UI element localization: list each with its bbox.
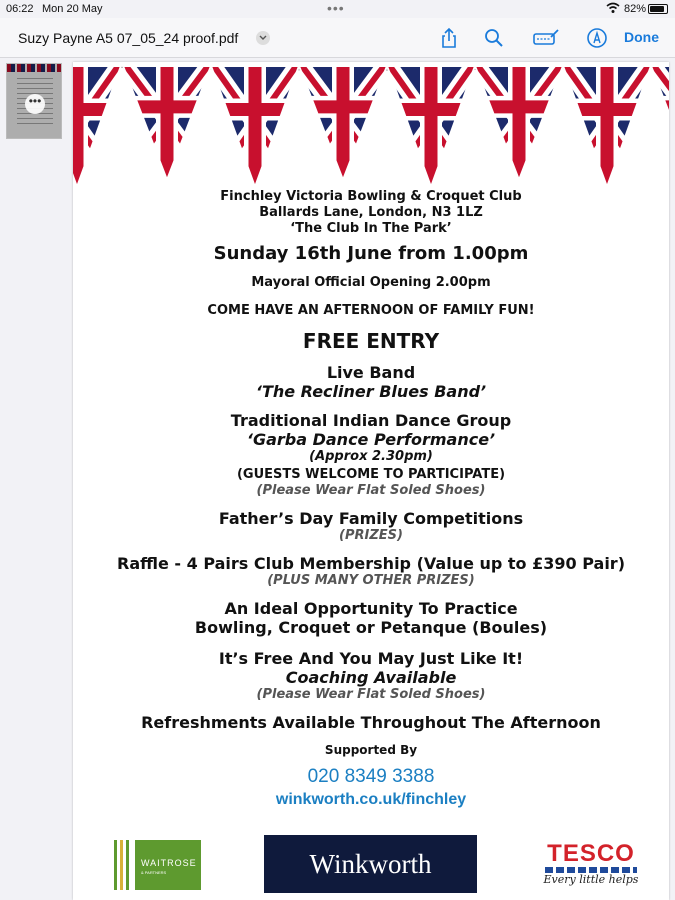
markup-icon[interactable] xyxy=(532,27,560,49)
bunting-flag xyxy=(475,62,563,180)
dance-group-heading: Traditional Indian Dance Group xyxy=(230,411,512,430)
page-thumbnail[interactable] xyxy=(6,63,62,139)
bunting-flag xyxy=(651,62,669,180)
wifi-icon xyxy=(606,2,620,14)
share-icon[interactable] xyxy=(438,27,460,49)
sponsor-logos xyxy=(73,832,669,892)
mayoral-opening: Mayoral Official Opening 2.00pm xyxy=(251,275,491,290)
opportunity-line-1: An Ideal Opportunity To Practice xyxy=(224,599,518,618)
battery-percent: 82% xyxy=(624,3,647,15)
club-name: Finchley Victoria Bowling & Croquet Club xyxy=(220,189,522,204)
more-options-button[interactable]: ••• xyxy=(25,94,45,114)
clock: 06:22 xyxy=(6,3,34,15)
free-try-line: It’s Free And You May Just Like It! xyxy=(218,649,524,668)
club-tagline: ‘The Club In The Park’ xyxy=(290,221,452,236)
coaching-available: Coaching Available xyxy=(285,668,457,687)
bunting-flag xyxy=(123,62,211,180)
raffle-details: Raffle - 4 Pairs Club Membership (Value up to £390 Pair) xyxy=(117,554,625,573)
tesco-logo xyxy=(541,842,641,892)
pencil-annotate-icon[interactable] xyxy=(586,27,608,49)
coaching-shoes-note: (Please Wear Flat Soled Shoes) xyxy=(256,687,486,702)
supported-by: Supported By xyxy=(324,743,418,757)
bunting-flag xyxy=(73,62,121,187)
flat-shoes-note: (Please Wear Flat Soled Shoes) xyxy=(256,483,486,498)
dance-time: (Approx 2.30pm) xyxy=(309,449,433,464)
club-address: Ballards Lane, London, N3 1LZ xyxy=(259,205,483,220)
opportunity-line-2: Bowling, Croquet or Petanque (Boules) xyxy=(194,618,548,637)
family-fun-invite: COME HAVE AN AFTERNOON OF FAMILY FUN! xyxy=(207,303,535,318)
sponsor-website-link[interactable]: winkworth.co.uk/finchley xyxy=(275,791,467,808)
dance-performance-name: ‘Garba Dance Performance’ xyxy=(246,430,496,449)
poster-content xyxy=(73,187,669,809)
free-entry: FREE ENTRY xyxy=(302,329,440,353)
union-jack-bunting xyxy=(73,62,669,202)
raffle-other-prizes: (PLUS MANY OTHER PRIZES) xyxy=(267,573,475,588)
tesco-wordmark: TESCO xyxy=(547,840,635,867)
waitrose-wordmark: WAITROSE xyxy=(141,858,197,868)
waitrose-subtext: & PARTNERS xyxy=(141,870,167,875)
live-band-heading: Live Band xyxy=(326,363,416,382)
bunting-flag xyxy=(387,62,475,187)
event-date-time: Sunday 16th June from 1.00pm xyxy=(213,243,529,264)
prizes-note: (PRIZES) xyxy=(339,528,403,543)
thumbnail-sidebar xyxy=(0,59,68,900)
search-icon[interactable] xyxy=(483,27,505,49)
guests-welcome: (GUESTS WELCOME TO PARTICIPATE) xyxy=(236,467,506,482)
document-toolbar xyxy=(0,18,675,58)
waitrose-logo xyxy=(109,840,201,890)
fathers-day-competitions: Father’s Day Family Competitions xyxy=(218,509,524,528)
waitrose-bars-icon xyxy=(109,840,135,890)
refreshments-line: Refreshments Available Throughout The Afternoon xyxy=(141,713,601,732)
bunting-flag xyxy=(211,62,299,187)
bunting-flag xyxy=(563,62,651,187)
pdf-page xyxy=(73,62,669,900)
winkworth-logo: Winkworth xyxy=(264,835,477,893)
date: Mon 20 May xyxy=(42,3,103,15)
battery-icon xyxy=(648,4,668,14)
done-button[interactable]: Done xyxy=(624,29,659,45)
status-bar xyxy=(0,0,675,18)
multitasking-dots-icon[interactable]: ••• xyxy=(327,0,345,16)
tesco-tagline: Every little helps xyxy=(543,873,639,886)
bunting-flag xyxy=(299,62,387,180)
document-title[interactable]: Suzy Payne A5 07_05_24 proof.pdf xyxy=(18,30,239,46)
band-name: ‘The Recliner Blues Band’ xyxy=(255,382,487,401)
phone-number[interactable]: 020 8349 3388 xyxy=(307,766,435,787)
chevron-down-icon[interactable] xyxy=(256,31,270,45)
